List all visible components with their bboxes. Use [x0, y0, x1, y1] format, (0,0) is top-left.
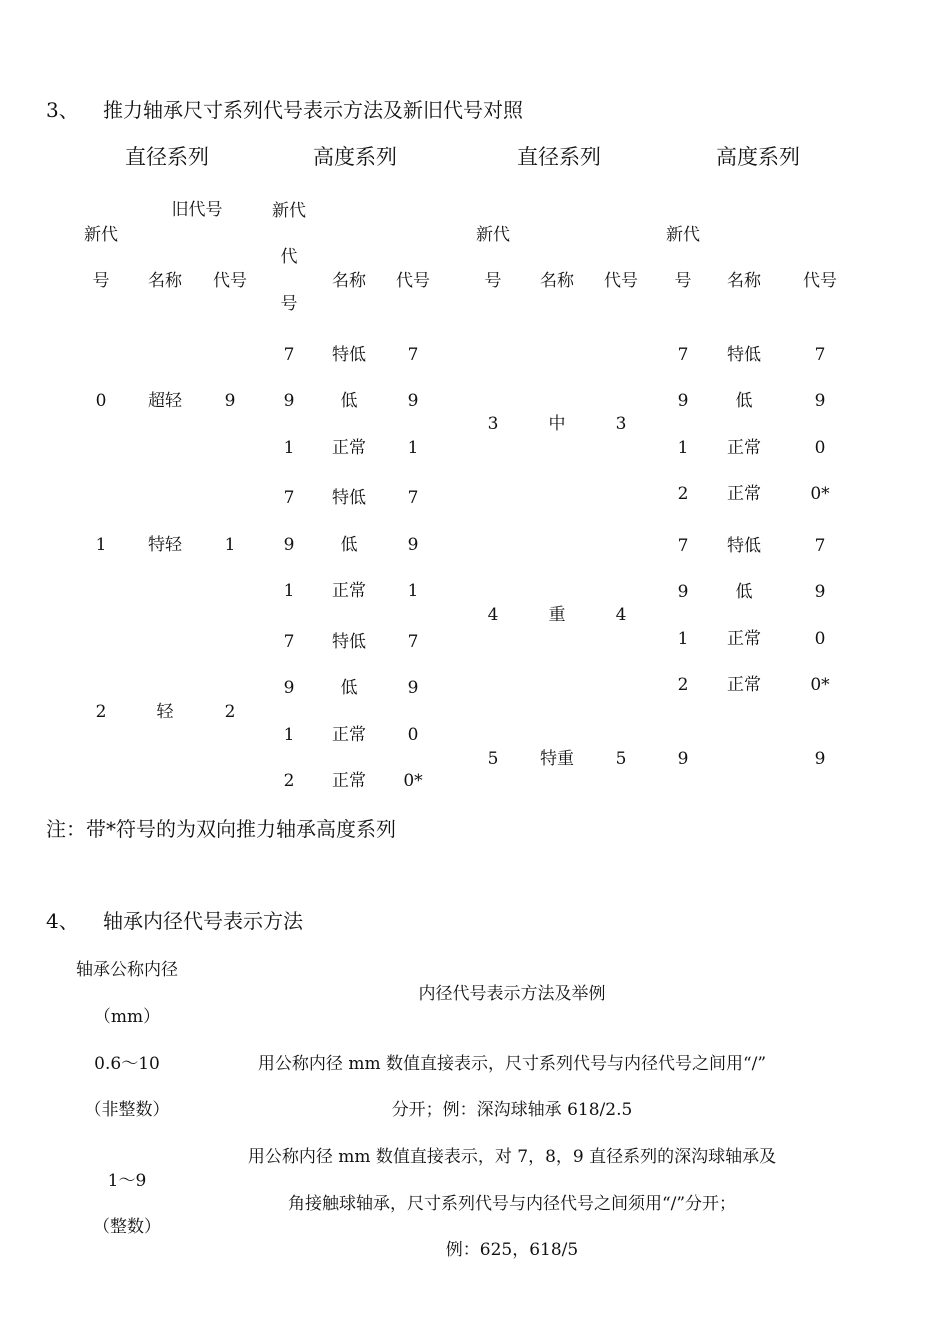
table-cell: 0: [814, 438, 826, 458]
row2-range-note: （整数）: [93, 1217, 161, 1237]
table-cell: 1: [283, 725, 295, 745]
table-cell: 1: [283, 438, 295, 458]
row1-method-line2: 分开；例：深沟球轴承 618/2.5: [391, 1100, 633, 1120]
col-new-code-header-right-height: 新代: [666, 225, 700, 245]
table-cell: 7: [283, 488, 295, 508]
table-cell: 5: [615, 749, 627, 769]
table-cell: 低: [735, 391, 753, 411]
group-header-right-height: 高度系列: [716, 145, 800, 169]
section3-title: 推力轴承尺寸系列代号表示方法及新旧代号对照: [103, 98, 523, 122]
col-new-code-header-height-3: 号: [280, 294, 298, 314]
table-cell: 9: [677, 391, 689, 411]
table-cell: 1: [407, 438, 419, 458]
col-new-code-header-right: 新代: [476, 225, 510, 245]
col-new-code-header-height-2: 代: [280, 247, 298, 267]
group-header-right-diameter: 直径系列: [517, 145, 601, 169]
table-cell: 正常: [332, 725, 366, 745]
table-cell: 7: [677, 345, 689, 365]
col-code-header: 代号: [213, 271, 247, 291]
table-cell: 7: [407, 632, 419, 652]
table-cell: 9: [224, 391, 236, 411]
table-cell: 正常: [727, 675, 761, 695]
row1-range: 0.6～10: [94, 1054, 160, 1074]
col-name-header: 名称: [332, 271, 366, 291]
col-new-code-header-right-height-2: 号: [674, 271, 692, 291]
col-name-header: 名称: [148, 271, 182, 291]
table-cell: 7: [814, 345, 826, 365]
table-cell: 1: [283, 581, 295, 601]
table-cell: 2: [95, 702, 107, 722]
col-nominal-diameter-header: 轴承公称内径: [76, 960, 178, 980]
col-new-code-header-left: 新代: [84, 225, 118, 245]
table-cell: 1: [224, 535, 236, 555]
table-cell: 7: [677, 536, 689, 556]
table-cell: 超轻: [148, 391, 182, 411]
table-cell: 4: [487, 605, 499, 625]
table-cell: 0*: [810, 675, 830, 695]
table-cell: 9: [814, 391, 826, 411]
table-cell: 9: [283, 535, 295, 555]
table-cell: 特低: [332, 345, 366, 365]
col-code-header: 代号: [604, 271, 638, 291]
table-cell: 7: [814, 536, 826, 556]
section3-note: 注：带*符号的为双向推力轴承高度系列: [46, 817, 396, 841]
col-name-header: 名称: [540, 271, 574, 291]
group-header-left-diameter: 直径系列: [125, 145, 209, 169]
table-cell: 正常: [332, 438, 366, 458]
row1-method-line1: 用公称内径 mm 数值直接表示，尺寸系列代号与内径代号之间用“/”: [257, 1054, 767, 1074]
table-cell: 0*: [403, 771, 423, 791]
table-cell: 特低: [727, 536, 761, 556]
table-cell: 重: [548, 605, 566, 625]
table-cell: 7: [283, 345, 295, 365]
table-cell: 特轻: [148, 535, 182, 555]
table-cell: 9: [283, 678, 295, 698]
section4-number: 4、: [46, 909, 79, 933]
table-cell: 9: [814, 749, 826, 769]
table-cell: 正常: [727, 438, 761, 458]
table-cell: 低: [340, 678, 358, 698]
table-cell: 2: [283, 771, 295, 791]
table-cell: 0: [407, 725, 419, 745]
table-cell: 0*: [810, 484, 830, 504]
table-cell: 0: [95, 391, 107, 411]
col-new-code-header-left-2: 号: [92, 271, 110, 291]
table-cell: 低: [340, 391, 358, 411]
table-cell: 特低: [332, 488, 366, 508]
table-cell: 9: [814, 582, 826, 602]
table-cell: 轻: [156, 702, 174, 722]
table-cell: 4: [615, 605, 627, 625]
table-cell: 3: [615, 414, 627, 434]
table-cell: 7: [407, 488, 419, 508]
row2-method-line1: 用公称内径 mm 数值直接表示，对 7，8，9 直径系列的深沟球轴承及: [247, 1147, 777, 1167]
table-cell: 1: [677, 629, 689, 649]
section4-title: 轴承内径代号表示方法: [103, 909, 303, 933]
table-cell: 正常: [332, 581, 366, 601]
table-cell: 正常: [332, 771, 366, 791]
col-nominal-diameter-unit: （mm）: [93, 1007, 161, 1027]
table-cell: 特低: [332, 632, 366, 652]
table-cell: 中: [548, 414, 566, 434]
table-cell: 3: [487, 414, 499, 434]
table-cell: 9: [283, 391, 295, 411]
table-cell: 2: [224, 702, 236, 722]
section3-number: 3、: [46, 98, 79, 122]
table-cell: 特重: [540, 749, 574, 769]
table-cell: 9: [407, 391, 419, 411]
table-cell: 7: [407, 345, 419, 365]
table-cell: 0: [814, 629, 826, 649]
col-name-header: 名称: [727, 271, 761, 291]
table-cell: 9: [407, 535, 419, 555]
row2-method-line2: 角接触球轴承，尺寸系列代号与内径代号之间须用“/”分开；: [287, 1194, 737, 1214]
table-cell: 5: [487, 749, 499, 769]
table-cell: 7: [283, 632, 295, 652]
table-cell: 正常: [727, 484, 761, 504]
table-cell: 1: [407, 581, 419, 601]
table-cell: 9: [677, 749, 689, 769]
table-cell: 特低: [727, 345, 761, 365]
table-cell: 2: [677, 484, 689, 504]
table-cell: 正常: [727, 629, 761, 649]
col-new-code-header-right-2: 号: [484, 271, 502, 291]
group-header-left-height: 高度系列: [313, 145, 397, 169]
table-cell: 低: [340, 535, 358, 555]
row2-method-line3: 例：625，618/5: [445, 1240, 579, 1260]
col-old-code-header: 旧代号: [171, 200, 223, 220]
col-code-header: 代号: [803, 271, 837, 291]
table-cell: 9: [677, 582, 689, 602]
col-new-code-header-height-1: 新代: [272, 201, 306, 221]
table-cell: 低: [735, 582, 753, 602]
col-code-header: 代号: [396, 271, 430, 291]
table-cell: 1: [677, 438, 689, 458]
table-cell: 9: [407, 678, 419, 698]
table-cell: 1: [95, 535, 107, 555]
table-cell: 2: [677, 675, 689, 695]
row2-range: 1～9: [107, 1171, 147, 1191]
row1-range-note: （非整数）: [84, 1100, 170, 1120]
col-method-header: 内径代号表示方法及举例: [418, 984, 606, 1004]
